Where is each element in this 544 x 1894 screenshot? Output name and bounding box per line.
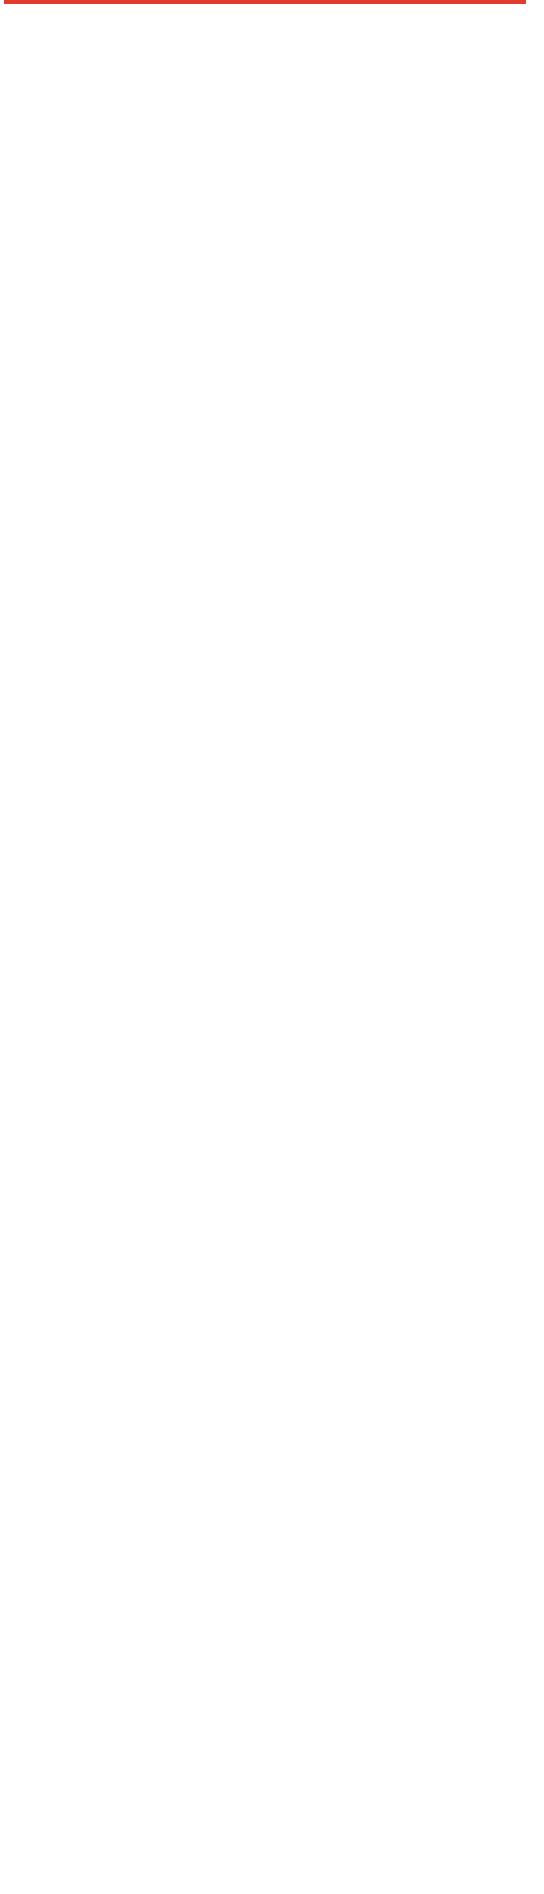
- highlight-box-honghe: [4, 0, 526, 4]
